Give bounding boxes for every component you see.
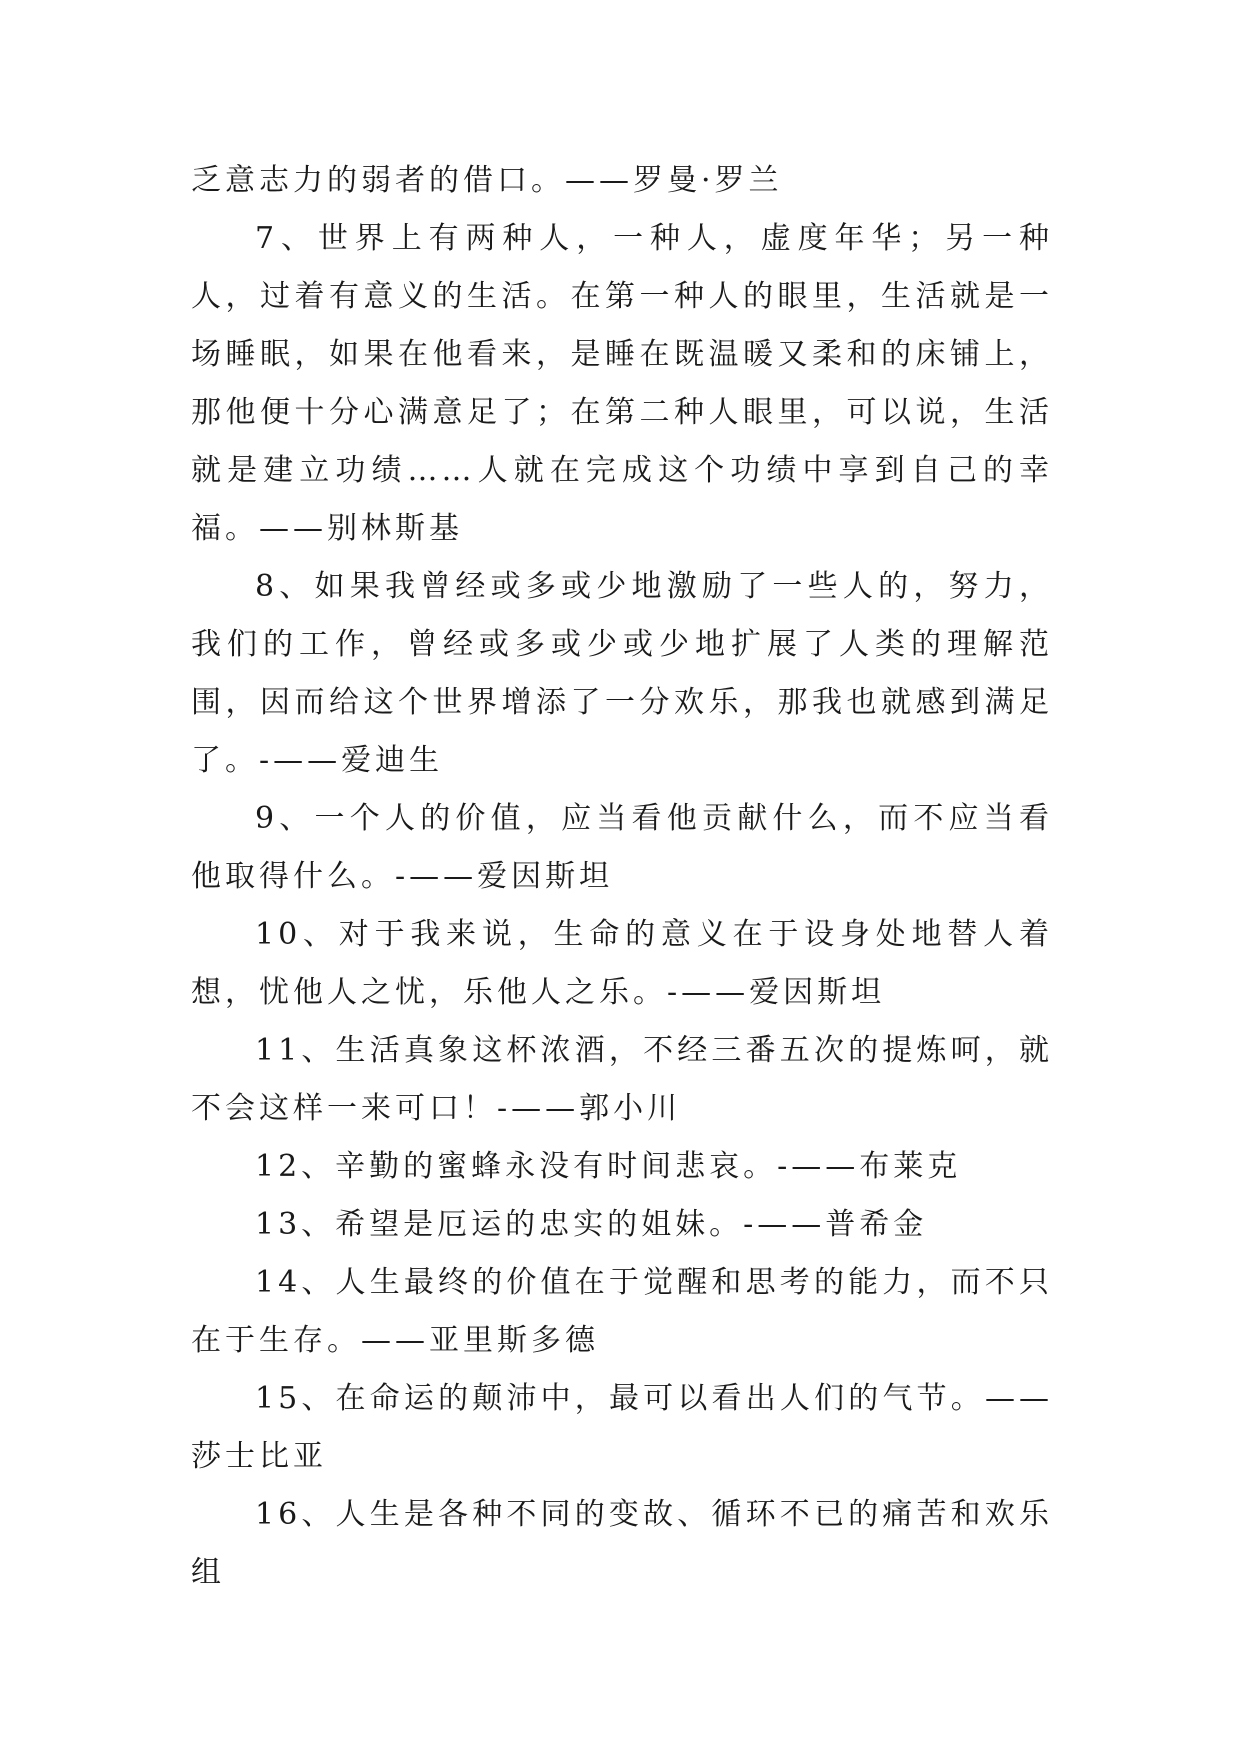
document-body [191,152,1053,1602]
paragraph-quote-10: 10、对于我来说，生命的意义在于设身处地替人着想，忧他人之忧，乐他人之乐。-——爱因斯坦 [191,917,1053,1010]
paragraph-quote-11: 11、生活真象这杯浓酒，不经三番五次的提炼呵，就不会这样一来可口！-——郭小川 [191,1033,1053,1126]
paragraph-quote-12: 12、辛勤的蜜蜂永没有时间悲哀。-——布莱克 [255,1149,962,1184]
paragraph-1: 乏意志力的弱者的借口。——罗曼·罗兰 [191,163,783,198]
paragraph-quote-14: 14、人生最终的价值在于觉醒和思考的能力，而不只在于生存。——亚里斯多德 [191,1265,1053,1358]
paragraph-quote-9: 9、一个人的价值，应当看他贡献什么，而不应当看他取得什么。-——爱因斯坦 [191,801,1053,894]
paragraph-quote-15: 15、在命运的颠沛中，最可以看出人们的气节。——莎士比亚 [191,1381,1053,1474]
paragraph-quote-13: 13、希望是厄运的忠实的姐妹。-——普希金 [255,1207,928,1242]
paragraph-quote-16: 16、人生是各种不同的变故、循环不已的痛苦和欢乐组 [191,1497,1053,1590]
paragraph-quote-8: 8、如果我曾经或多或少地激励了一些人的，努力，我们的工作，曾经或多或少或少地扩展了人类的理解范围，因而给这个世界增添了一分欢乐，那我也就感到满足了。-——爱迪生 [191,569,1053,778]
paragraph-quote-7: 7、世界上有两种人，一种人，虚度年华；另一种人，过着有意义的生活。在第一种人的眼里，生活就是一场睡眠，如果在他看来，是睡在既温暖又柔和的床铺上，那他便十分心满意足了；在第二种人眼里，可以说，生活就是建立功绩……人就在完成这个功绩中享到自己的幸福。——别林斯基 [191,221,1053,546]
